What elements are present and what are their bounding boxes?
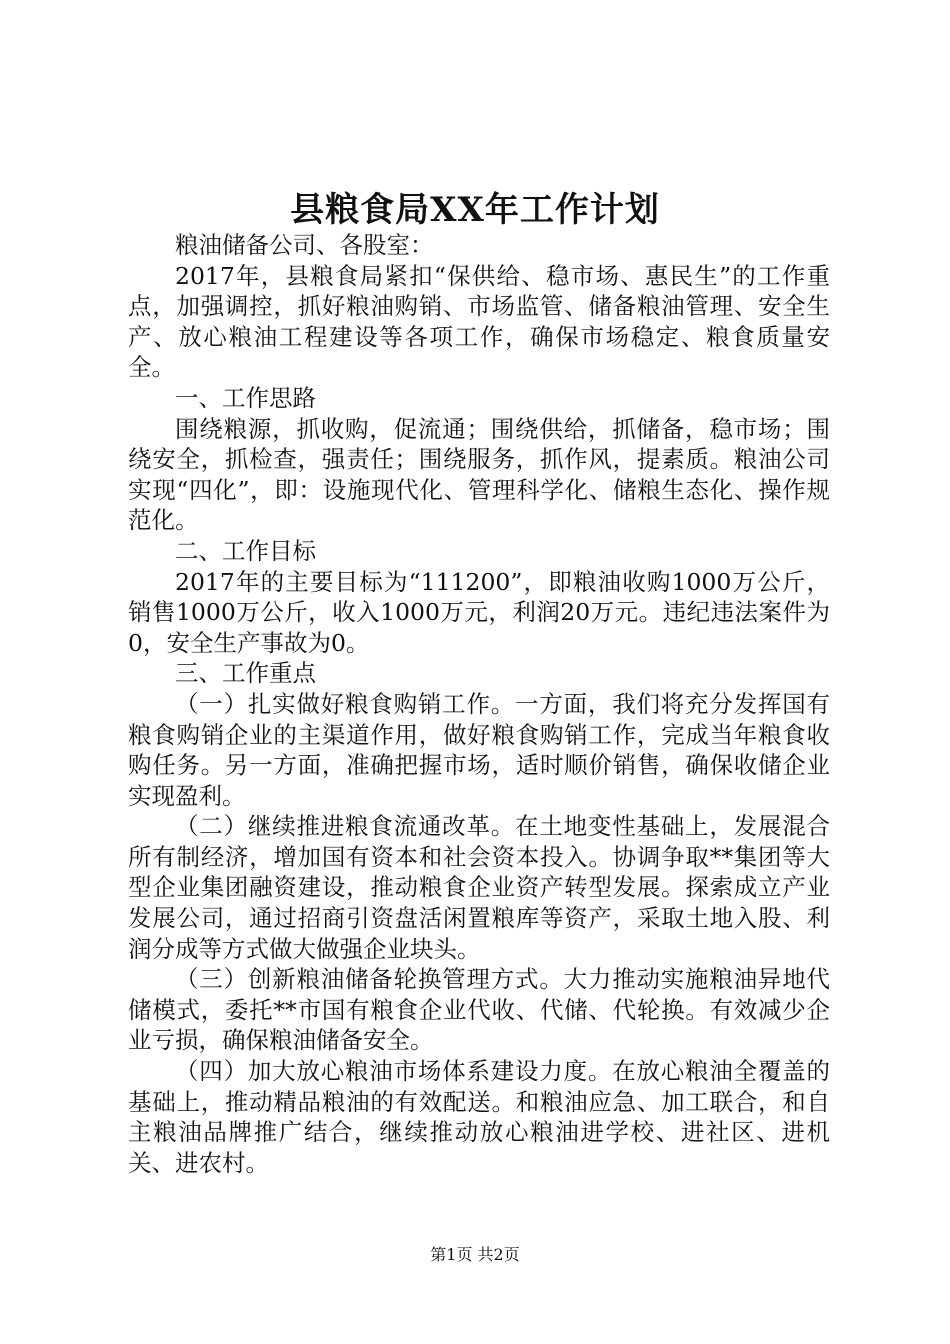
section-2-paragraph: 2017年的主要目标为“111200”，即粮油收购1000万公斤，销售1000万公斤，收入1000万元，利润20万元。违纪违法案件为0，安全生产事故为0。 <box>128 567 830 657</box>
page-number-footer: 第1页 共2页 <box>430 1245 520 1264</box>
section-3-item-3: （三）创新粮油储备轮换管理方式。大力推动实施粮油异地代储模式，委托**市国有粮食企业代收、代储、代轮换。有效减少企业亏损，确保粮油储备安全。 <box>128 965 830 1055</box>
document-body <box>128 230 830 1178</box>
section-3-item-4: （四）加大放心粮油市场体系建设力度。在放心粮油全覆盖的基础上，推动精品粮油的有效配送。和粮油应急、加工联合，和自主粮油品牌推广结合，继续推动放心粮油进学校、进社区、进机关、进农村。 <box>128 1057 830 1177</box>
section-heading-3: 三、工作重点 <box>175 659 316 688</box>
section-1-paragraph: 围绕粮源，抓收购，促流通；围绕供给，抓储备，稳市场；围绕安全，抓检查，强责任；围绕服务，抓作风，提素质。粮油公司实现“四化”，即：设施现代化、管理科学化、储粮生态化、操作规范化。 <box>128 414 830 535</box>
section-3-item-2: （二）继续推进粮食流通改革。在土地变性基础上，发展混合所有制经济，增加国有资本和社会资本投入。协调争取**集团等大型企业集团融资建设，推动粮食企业资产转型发展。探索成立产业发展公司，通过招商引资盘活闲置粮库等资产，采取土地入股、利润分成等方式做大做强企业块头。 <box>128 812 830 963</box>
document-title: 县粮食局XX年工作计划 <box>290 190 660 230</box>
section-3-item-1: （一）扎实做好粮食购销工作。一方面，我们将充分发挥国有粮食购销企业的主渠道作用，做好粮食购销工作，完成当年粮食收购任务。另一方面，准确把握市场，适时顺价销售，确保收储企业实现盈利。 <box>128 689 830 810</box>
section-heading-2: 二、工作目标 <box>175 536 316 565</box>
intro-paragraph: 2017年，县粮食局紧扣“保供给、稳市场、惠民生”的工作重点，加强调控，抓好粮油购销、市场监管、储备粮油管理、安全生产、放心粮油工程建设等各项工作，确保市场稳定、粮食质量安全。 <box>128 261 830 382</box>
section-heading-1: 一、工作思路 <box>175 383 316 412</box>
salutation-paragraph: 粮油储备公司、各股室： <box>175 231 434 259</box>
